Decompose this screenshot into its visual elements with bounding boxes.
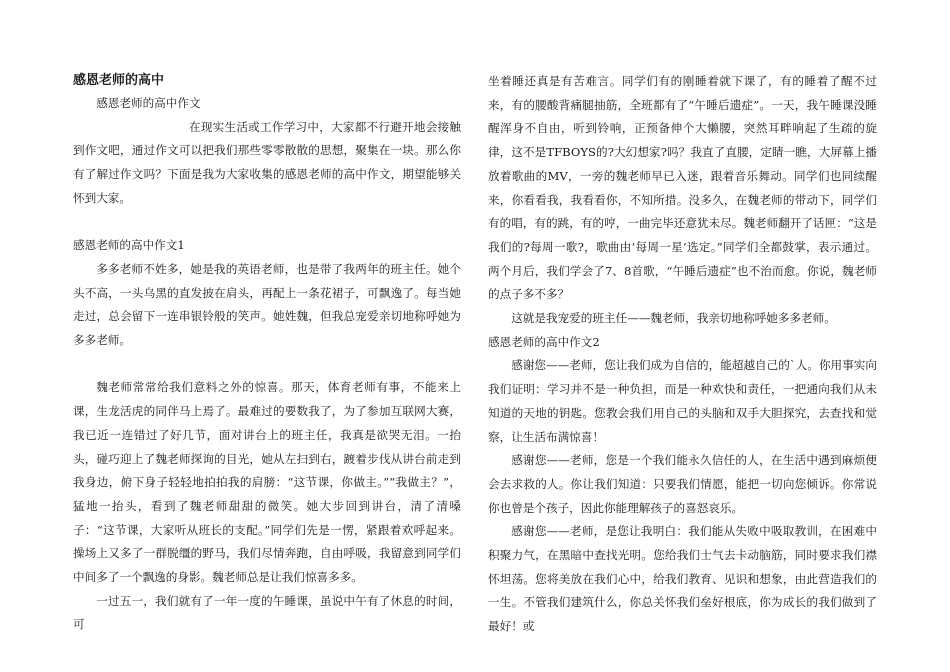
essay2-paragraph-1: 感谢您——老师，您让我们成为自信的，能超越自己的`人。你用事实向我们证明：学习并不是一种负担，而是一种欢快和责任，一把通向我们从未知道的天地的钥匙。您教会我们用自己的头脑和双手大胆探究，去查找和觉察，让生活布满惊喜！ — [488, 358, 877, 444]
document-subtitle: 感恩老师的高中作文 — [96, 96, 201, 110]
essay1-closing-paragraph: 这就是我宠爱的班主任——魏老师，我亲切地称呼她多多老师。 — [511, 311, 836, 326]
essay-heading-2: 感恩老师的高中作文2 — [488, 334, 600, 349]
essay2-paragraph-2: 感谢您——老师，您是一个我们能永久信任的人，在生活中遇到麻烦便会去求救的人。你让我们知道：只要我们情愿，能把一切向您倾诉。你常说你也曾是个孩子，因此你能理解孩子的喜怒哀乐。 — [488, 453, 877, 515]
intro-paragraph: 在现实生活或工作学习中，大家都不行避开地会接触到作文吧，通过作文可以把我们那些零零散散的思想，聚集在一块。那么你有了解过作文吗？下面是我为大家收集的感恩老师的高中作文，期望能够关怀到大家。 — [73, 119, 461, 205]
essay1-paragraph-3-continued: 坐着睡还真是有苦难言。同学们有的刚睡着就下课了，有的睡着了醒不过来，有的腰酸背痛腿抽筋，全班都有了“午睡后遗症”。一天，我午睡课没睡醒浑身不自由，听到铃响，正预备伸个大懒腰，突然耳畔响起了生疏的旋律，这不是TFBOYS的?大幻想家?吗？我直了直腰，定睛一瞧，大屏幕上播放着歌曲的MV，一旁的魏老师早已入迷，跟着音乐舞动。同学们也同续醒来，你看看我，我看看你，不知所措。没多久，在魏老师的带动下，同学们有的唱，有的跳，有的哼，一曲完毕还意犹未尽。魏老师翻开了话匣：“这是我们的?每周一歌?，歌曲由‘每周一星’选定。”同学们全都鼓掌，表示通过。两个月后，我们学会了7、8首歌，“午睡后遗症”也不治而愈。你说，魏老师的点子多不多？ — [488, 74, 877, 302]
blank-line — [73, 211, 461, 235]
document-title: 感恩老师的高中 — [73, 73, 165, 88]
essay2-paragraph-3: 感谢您——老师，是您让我明白：我们能从失败中吸取教训，在困难中积聚力气，在黑暗中查找光明。您给我们士气去卡动脑筋，同时要求我们襟怀坦荡。您将美放在我们心中，给我们教育、见识和想象，由此营造我们的一生。不管我们建筑什么，你总关怀我们垒好根底，你为成长的我们做到了最好！或 — [488, 524, 877, 634]
essay-heading-1: 感恩老师的高中作文1 — [73, 238, 185, 253]
essay1-paragraph-3: 一过五一，我们就有了一年一度的午睡课，虽说中午有了休息的时间，可 — [73, 593, 461, 632]
blank-line — [73, 353, 461, 377]
left-column — [73, 70, 461, 637]
essay1-paragraph-2: 魏老师常常给我们意料之外的惊喜。那天，体育老师有事，不能来上课，生龙活虎的同伴马上焉了。最难过的要数我了，为了参加互联网大赛，我已近一连错过了好几节，面对讲台上的班主任，我真是欲哭无泪。一抬头，碰巧迎上了魏老师探询的目光，她从左扫到右，踱着步伐从讲台前走到我身边，俯下身子轻轻地拍拍我的肩膀：“这节课，你做主。”“我做主？”，猛地一抬头，看到了魏老师甜甜的微笑。她大步回到讲台，清了清嗓子：“这节课，大家听从班长的支配。”同学们先是一愣，紧跟着欢呼起来。操场上又多了一群脱缰的野马，我们尽情奔跑，自由呼吸，我留意到同学们中间多了一个飘逸的身影。魏老师总是让我们惊喜多多。 — [73, 380, 461, 585]
essay1-paragraph-1: 多多老师不姓多，她是我的英语老师，也是带了我两年的班主任。她个头不高，一头乌黑的直发披在肩头，再配上一条花裙子，可飘逸了。每当她走过，总会留下一连串银铃般的笑声。她姓魏，但我总宠爱亲切地称呼她为多多老师。 — [73, 261, 461, 348]
right-column — [488, 70, 877, 639]
